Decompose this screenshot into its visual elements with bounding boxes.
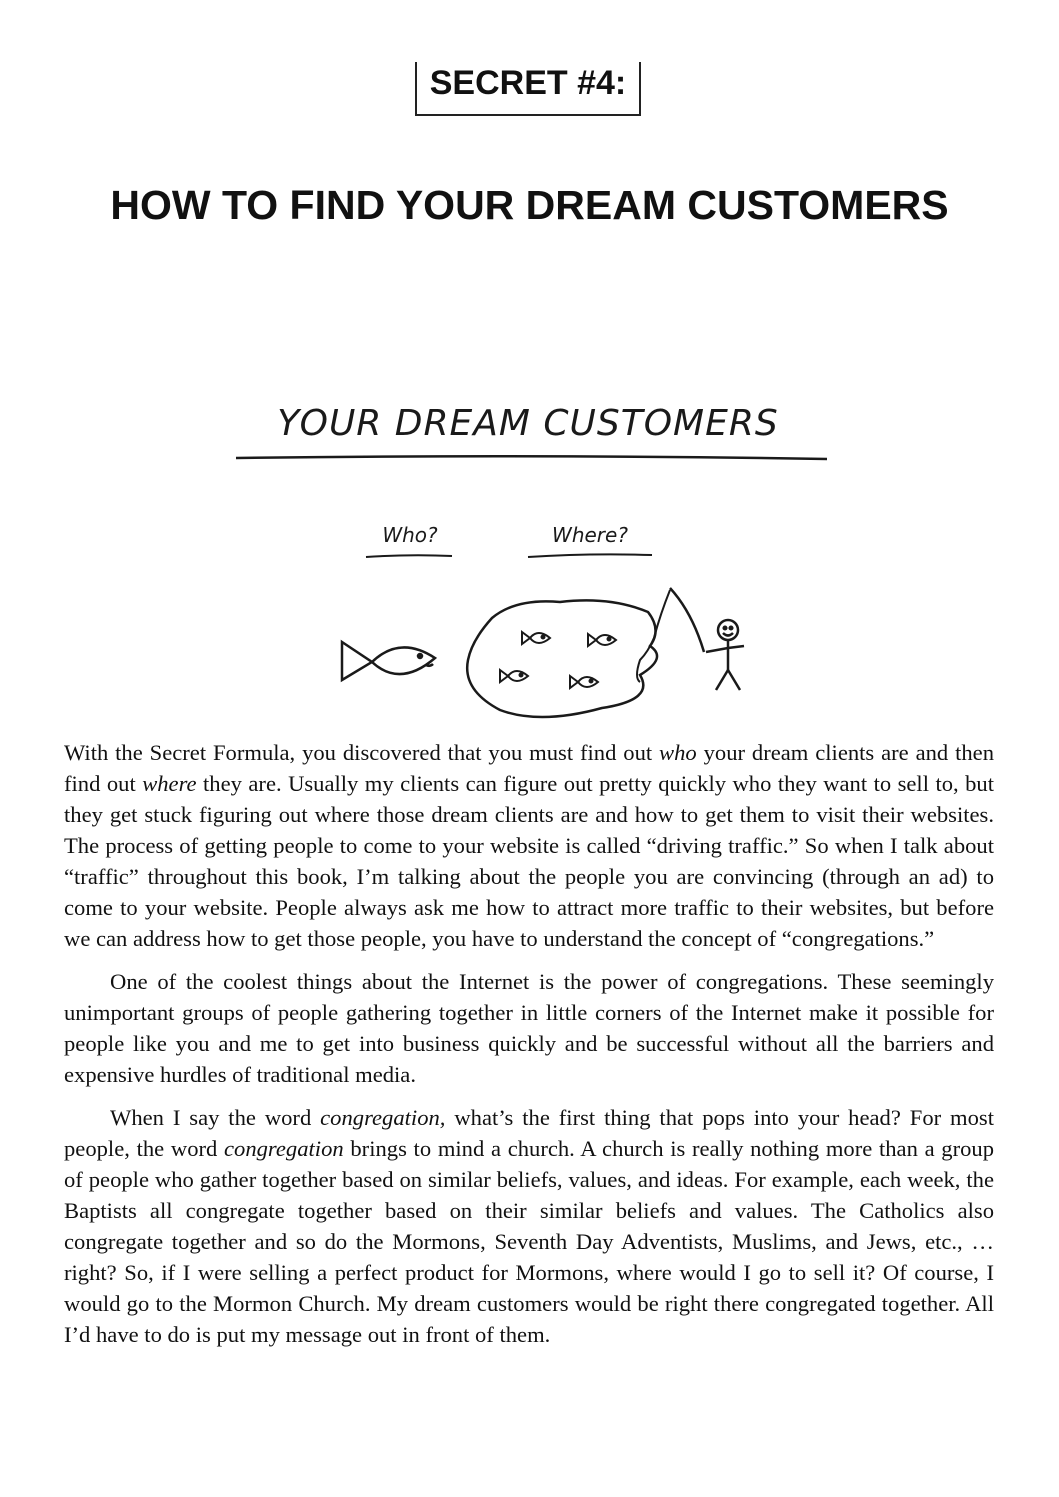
who-underline xyxy=(366,555,452,557)
illustration-drawing xyxy=(230,390,830,725)
paragraph-3-text: what’s the first thing that pops into your head? For most people, the word xyxy=(64,1105,994,1161)
who-label: Who? xyxy=(382,523,438,547)
illustration-heading: YOUR DREAM CUSTOMERS xyxy=(277,403,779,444)
paragraph-3-emphasis: congregation, xyxy=(320,1105,446,1130)
small-fish-icon xyxy=(588,634,616,646)
fishing-rod-icon xyxy=(670,588,704,652)
small-fish-icon xyxy=(570,676,598,688)
where-underline xyxy=(528,554,652,557)
small-fish-icon xyxy=(500,670,528,682)
chapter-title: HOW TO FIND YOUR DREAM CUSTOMERS xyxy=(110,182,949,228)
big-fish-icon xyxy=(342,642,435,680)
dream-customers-illustration xyxy=(230,390,830,725)
paragraph-2: One of the coolest things about the Internet is the power of congregations. These seemingly unimportant groups of people gathering together in little corners of the Internet make it possible for people like you and me to get into business quickly and be successful without all the barriers and expensive hurdles of traditional media. xyxy=(64,969,994,1087)
fishing-line-icon xyxy=(637,590,670,682)
paragraph-1-text: they are. Usually my clients can figure out pretty quickly who they want to sell to, but they get stuck figuring out where those dream clients are and how to get them to visit their websites. The process of getting people to come to your website is called “driving traffic.” So when I talk about “traffic” throughout this book, I’m talking about the people you are convincing (through an ad) to come to your website. People always ask me how to attract more traffic to their websites, but before we can address how to get those people, you have to understand the concept of “congregations.” xyxy=(64,771,994,951)
paragraph-1-emphasis-where: where xyxy=(142,771,197,796)
paragraph-3-text: brings to mind a church. A church is really nothing more than a group of people who gather together based on similar beliefs, values, and ideas. For example, each week, the Baptists all congregate together based on their similar beliefs and values. The Catholics also congregate together and so do the Mormons, Seventh Day Adventists, Muslims, and Jews, etc., … right? So, if I were selling a perfect product for Mormons, where would I go to sell it? Of course, I would go to the Mormon Church. My dream customers would be right there congregated together. All I’d have to do is put my message out in front of them. xyxy=(64,1136,995,1347)
paragraph-1-text: With the Secret Formula, you discovered that you must find out xyxy=(64,740,660,765)
pond-icon xyxy=(467,600,657,717)
paragraph-3 xyxy=(64,1102,994,1350)
paragraph-3-emphasis: congregation xyxy=(224,1136,344,1161)
body-text xyxy=(64,737,994,1362)
paragraph-1-text: your dream clients are and then find out xyxy=(64,740,994,796)
secret-label: SECRET #4: xyxy=(429,64,627,102)
paragraph-3-text: When I say the word xyxy=(110,1105,321,1130)
where-label: Where? xyxy=(552,523,628,547)
heading-underline xyxy=(236,456,827,459)
paragraph-1-emphasis-who: who xyxy=(659,740,697,765)
small-fish-icon xyxy=(522,632,550,644)
paragraph-1 xyxy=(64,737,994,954)
stick-figure-icon xyxy=(706,620,744,690)
